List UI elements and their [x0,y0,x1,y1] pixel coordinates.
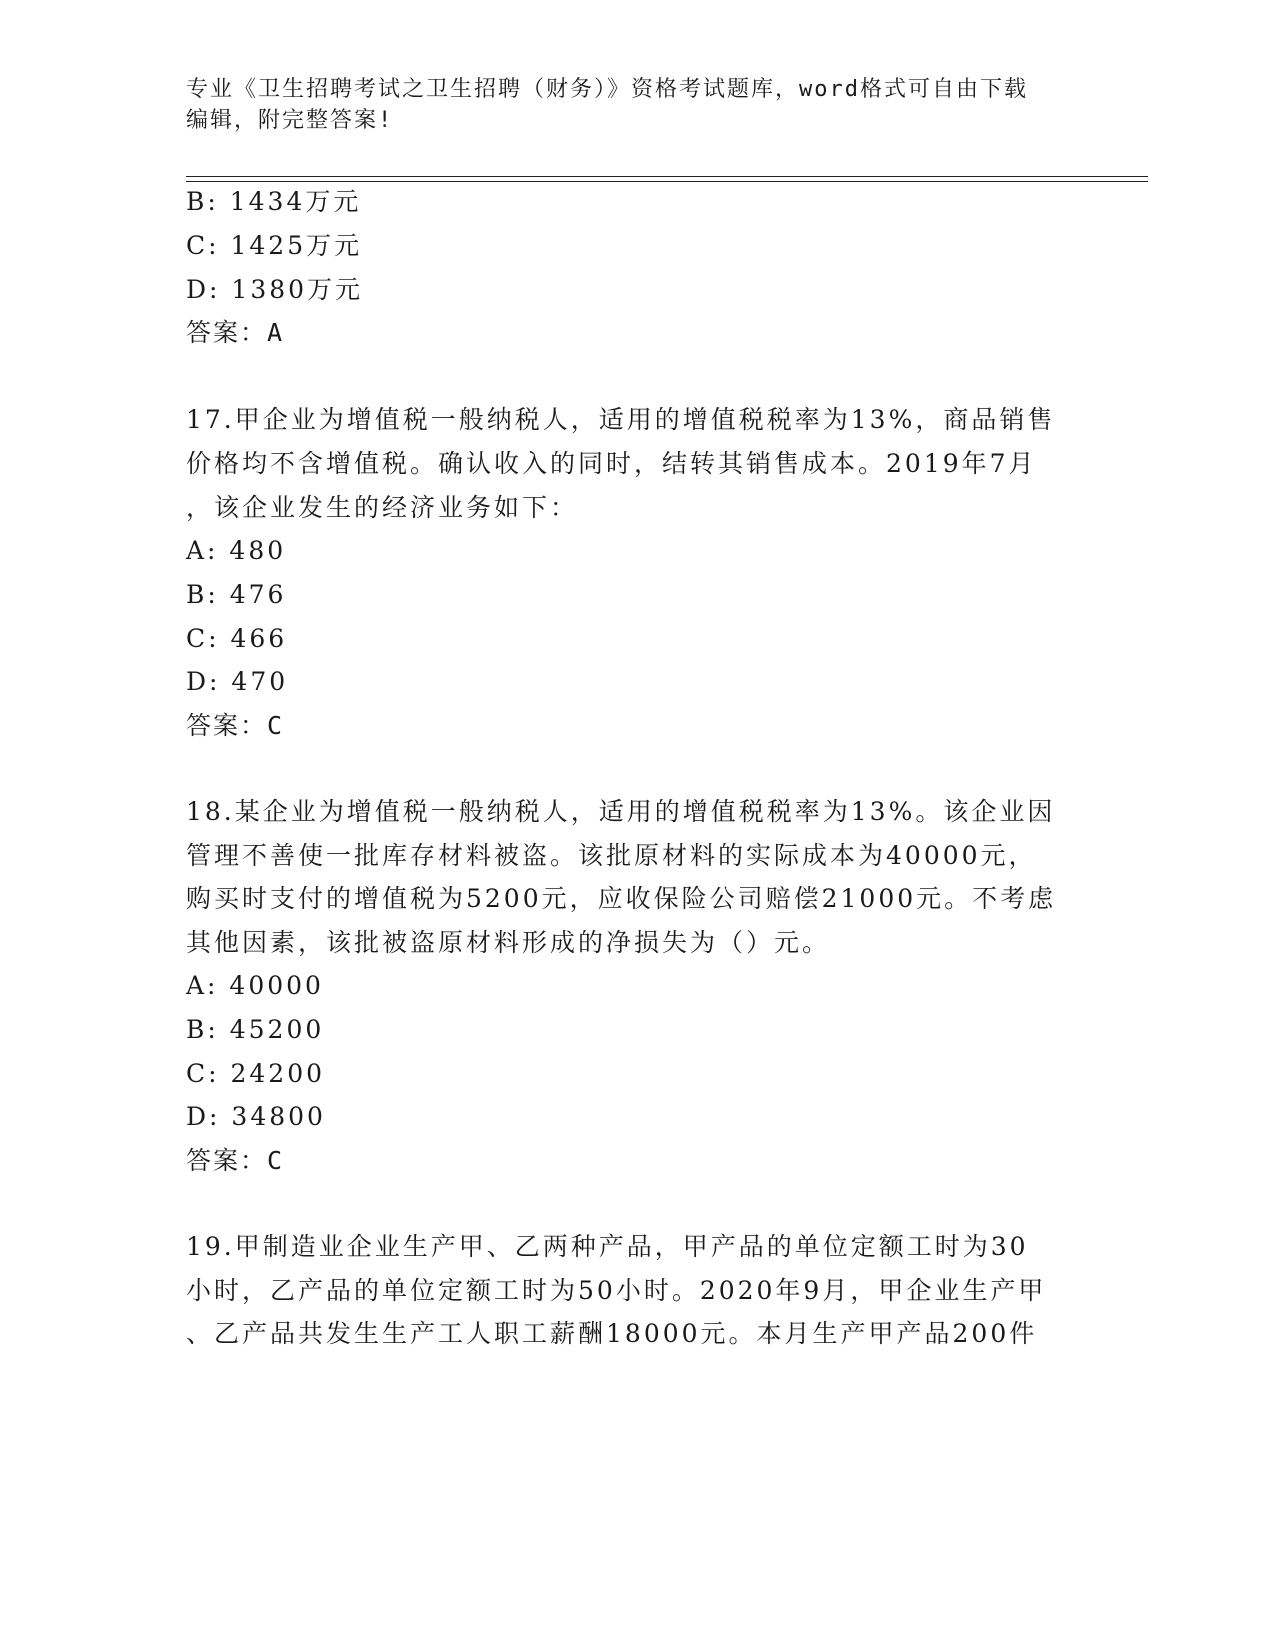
q18-stem-line-3: 购买时支付的增值税为5200元，应收保险公司赔偿21000元。不考虑 [186,884,1057,913]
q19-stem-line-2: 小时，乙产品的单位定额工时为50小时。2020年9月，甲企业生产甲 [186,1276,1047,1305]
q17-option-c: C: 466 [186,624,288,653]
q18-option-d: D: 34800 [186,1102,326,1131]
q17-option-a: A: 480 [186,536,287,565]
q17-stem-line-2: 价格均不含增值税。确认收入的同时，结转其销售成本。2019年7月 [186,449,1037,478]
q18-stem-line-4: 其他因素，该批被盗原材料形成的净损失为（）元。 [186,928,831,957]
prev-option-d: D: 1380万元 [186,275,364,304]
q17-stem-line-1: 17.甲企业为增值税一般纳税人，适用的增值税税率为13%，商品销售 [186,405,1056,434]
q19-stem-line-1: 19.甲制造业企业生产甲、乙两种产品，甲产品的单位定额工时为30 [186,1232,1029,1261]
header-line-1: 专业《卫生招聘考试之卫生招聘（财务）》资格考试题库，word格式可自由下载 [186,77,1028,102]
q18-answer: 答案：C [186,1146,285,1175]
prev-option-b: B: 1434万元 [186,187,362,216]
page-header [186,74,1066,136]
q18-stem-line-1: 18.某企业为增值税一般纳税人，适用的增值税税率为13%。该企业因 [186,797,1056,826]
q18-option-c: C: 24200 [186,1059,326,1088]
q18-stem-line-2: 管理不善使一批库存材料被盗。该批原材料的实际成本为40000元， [186,841,1037,870]
q17-option-d: D: 470 [186,667,289,696]
q18-option-b: B: 45200 [186,1015,325,1044]
q17-stem-line-3: ，该企业发生的经济业务如下： [186,493,579,522]
q18-option-a: A: 40000 [186,971,324,1000]
q17-answer: 答案：C [186,711,285,740]
header-line-2: 编辑，附完整答案! [186,108,394,133]
header-divider-top [186,176,1148,177]
prev-option-c: C: 1425万元 [186,231,363,260]
q17-option-b: B: 476 [186,580,287,609]
header-divider-bottom [186,181,1148,182]
q19-stem-line-3: 、乙产品共发生生产工人职工薪酬18000元。本月生产甲产品200件 [186,1319,1038,1348]
prev-answer: 答案：A [186,318,285,347]
